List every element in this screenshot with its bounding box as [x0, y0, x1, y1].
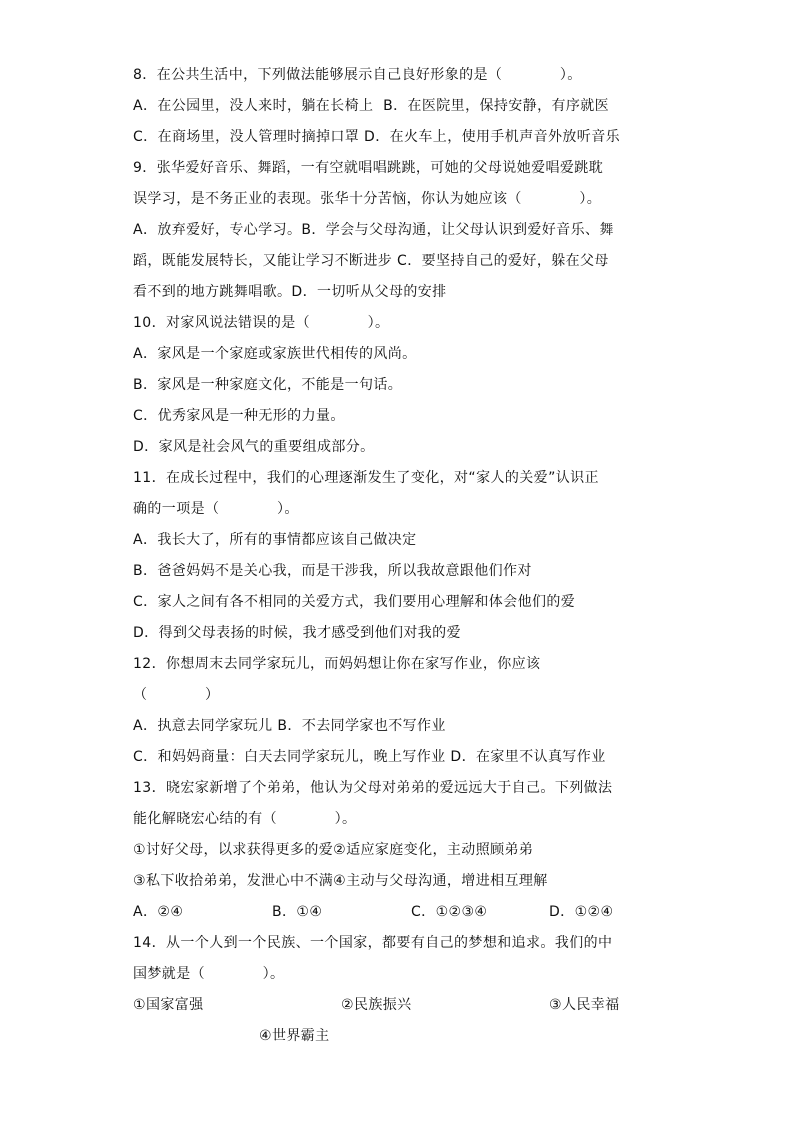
q14-items-row — [133, 990, 673, 1021]
q10-option-c: C．优秀家风是一种无形的力量。 — [133, 408, 345, 424]
q12-stem-line1: 12．你想周末去同学家玩儿，而妈妈想让你在家写作业，你应该 — [133, 656, 541, 672]
q13-items-12: ①讨好父母，以求获得更多的爱②适应家庭变化，主动照顾弟弟 — [133, 842, 534, 858]
q14-item-2: ②民族振兴 — [341, 997, 412, 1013]
q11-stem-line2: 确的一项是（ ）。 — [133, 501, 299, 517]
exam-page — [133, 60, 673, 1052]
q10-stem: 10．对家风说法错误的是（ ）。 — [133, 315, 390, 331]
q11-option-b: B．爸爸妈妈不是关心我，而是干涉我，所以我故意跟他们作对 — [133, 563, 532, 579]
q13-option-d: D．①②④ — [549, 904, 614, 920]
q13-option-b: B．①④ — [272, 904, 323, 920]
q13-stem-line2: 能化解晓宏心结的有（ ）。 — [133, 811, 357, 827]
q11-stem-line1: 11．在成长过程中，我们的心理逐渐发生了变化，对“家人的关爱”认识正 — [133, 470, 599, 486]
q10-option-b: B．家风是一种家庭文化，不能是一句话。 — [133, 377, 403, 393]
q13-items-34: ③私下收拾弟弟，发泄心中不满④主动与父母沟通，增进相互理解 — [133, 873, 548, 889]
q14-item-3: ③人民幸福 — [549, 997, 620, 1013]
q8-options-ab: A．在公园里，没人来时，躺在长椅上 B．在医院里，保持安静，有序就医 — [133, 98, 610, 114]
q14-item-1: ①国家富强 — [133, 997, 204, 1013]
q12-stem-line2: （ ） — [133, 687, 220, 703]
q14-item-4: ④世界霸主 — [259, 1028, 330, 1044]
q12-options-cd: C．和妈妈商量：白天去同学家玩儿，晚上写作业 D．在家里不认真写作业 — [133, 749, 606, 765]
q9-options-line1: A．放弃爱好，专心学习。B．学会与父母沟通，让父母认识到爱好音乐、舞 — [133, 222, 614, 238]
q11-option-c: C．家人之间有各不相同的关爱方式，我们要用心理解和体会他们的爱 — [133, 594, 576, 610]
q13-option-c: C．①②③④ — [411, 904, 488, 920]
q8-stem: 8．在公共生活中，下列做法能够展示自己良好形象的是（ ）。 — [133, 67, 582, 83]
q14-items-row-2 — [133, 1021, 673, 1052]
q9-stem-line1: 9．张华爱好音乐、舞蹈，一有空就唱唱跳跳，可她的父母说她爱唱爱跳耽 — [133, 160, 604, 176]
q8-options-cd: C．在商场里，没人管理时摘掉口罩 D．在火车上，使用手机声音外放听音乐 — [133, 129, 621, 145]
q10-option-a: A．家风是一个家庭或家族世代相传的风尚。 — [133, 346, 417, 362]
q10-option-d: D．家风是社会风气的重要组成部分。 — [133, 439, 375, 455]
q13-option-a: A．②④ — [133, 904, 184, 920]
q9-options-line3: 看不到的地方跳舞唱歌。D．一切听从父母的安排 — [133, 284, 447, 300]
q14-stem-line2: 国梦就是（ ）。 — [133, 966, 285, 982]
q12-options-ab: A．执意去同学家玩儿 B．不去同学家也不写作业 — [133, 718, 446, 734]
q11-option-a: A．我长大了，所有的事情都应该自己做决定 — [133, 532, 417, 548]
q9-stem-line2: 误学习，是不务正业的表现。张华十分苦恼，你认为她应该（ ）。 — [133, 191, 602, 207]
q14-stem-line1: 14．从一个人到一个民族、一个国家，都要有自己的梦想和追求。我们的中 — [133, 935, 613, 951]
q13-stem-line1: 13．晓宏家新增了个弟弟，他认为父母对弟弟的爱远远大于自己。下列做法 — [133, 780, 613, 796]
q11-option-d: D．得到父母表扬的时候，我才感受到他们对我的爱 — [133, 625, 461, 641]
q9-options-line2: 蹈，既能发展特长，又能让学习不断进步 C．要坚持自己的爱好，躲在父母 — [133, 253, 609, 269]
q13-options-row — [133, 897, 673, 928]
